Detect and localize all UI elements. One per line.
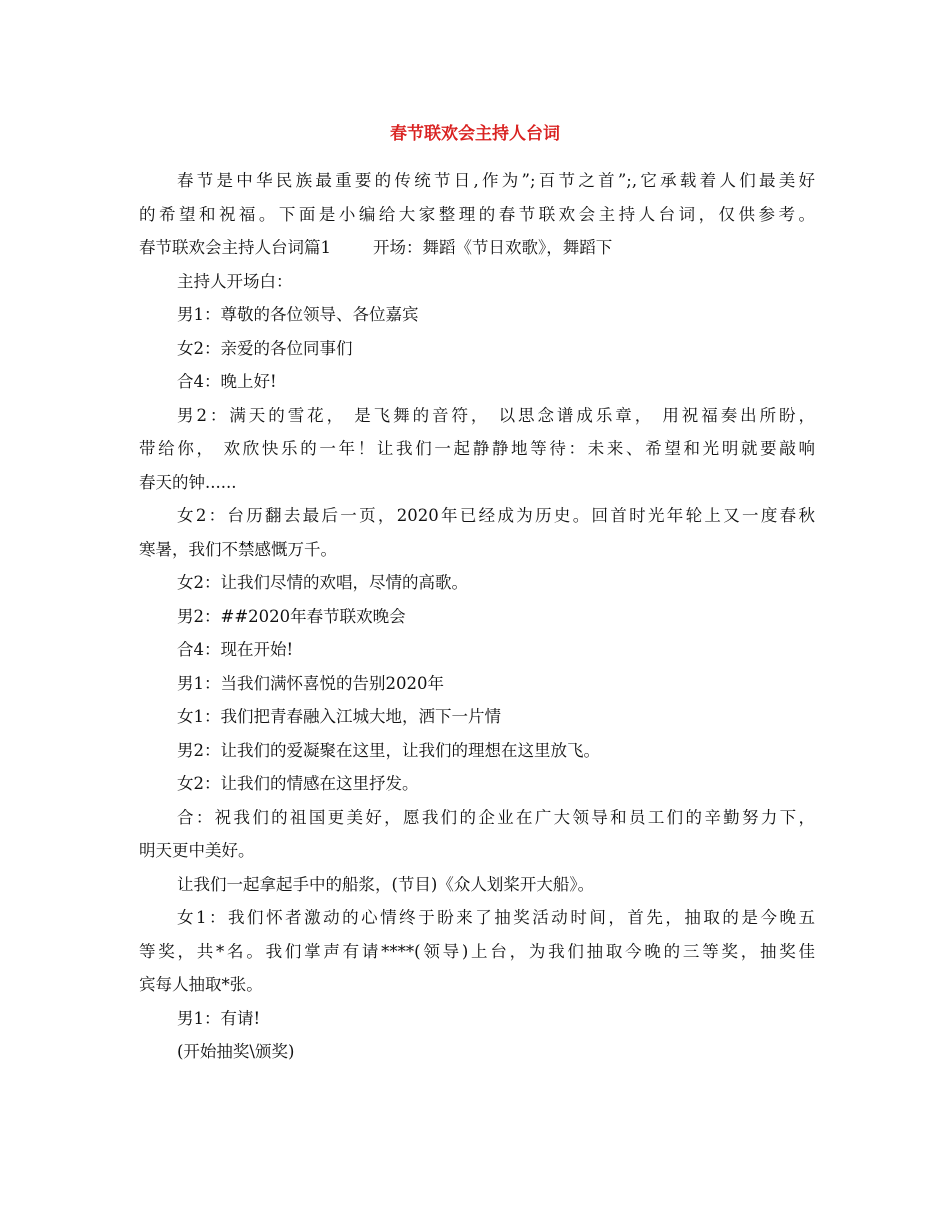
paragraph-line: 男1：有请! — [177, 1008, 261, 1028]
paragraph-line: 主持人开场白： — [177, 271, 293, 291]
paragraph-line: 女2：让我们的情感在这里抒发。 — [177, 774, 419, 793]
document-title: 春节联欢会主持人台词 — [390, 124, 560, 144]
paragraph-line: 男2：让我们的爱凝聚在这里，让我们的理想在这里放飞。 — [177, 740, 600, 760]
section-heading-line — [139, 231, 815, 265]
paragraph-line: 春天的钟...... — [139, 472, 237, 492]
paragraph-line: 男2：##2020年春节联欢晚会 — [177, 606, 406, 626]
paragraph-line: 女2：台历翻去最后一页，2020年已经成为历史。回首时光年轮上又一度春秋 — [177, 506, 815, 525]
paragraph-line: 合4：晚上好! — [177, 372, 277, 391]
paragraph-line: 女2：亲爱的各位同事们 — [177, 338, 353, 358]
opening-program: 开场：舞蹈《节日欢歌》，舞蹈下 — [373, 238, 613, 257]
paragraph-line: 让我们一起拿起手中的船浆，(节目)《众人划桨开大船》。 — [177, 874, 595, 894]
paragraph-line: 男1：当我们满怀喜悦的告别2020年 — [177, 673, 444, 693]
paragraph-line: 带给你， 欢欣快乐的一年！让我们一起静静地等待：未来、希望和光明就要敲响 — [139, 439, 815, 458]
paragraph-line: (开始抽奖\颁奖) — [177, 1042, 295, 1061]
document-body — [139, 164, 815, 1069]
paragraph-line: 男2：满天的雪花， 是飞舞的音符， 以思念谱成乐章， 用祝福奏出所盼， — [177, 405, 815, 425]
paragraph-line: 女1：我们把青春融入江城大地，洒下一片情 — [177, 707, 501, 726]
paragraph-line: 春节是中华民族最重要的传统节日,作为”;百节之首”;,它承载着人们最美好 — [177, 171, 815, 190]
paragraph-line: 的希望和祝福。下面是小编给大家整理的春节联欢会主持人台词，仅供参考。 — [139, 204, 815, 224]
paragraph-line: 男1：尊敬的各位领导、各位嘉宾 — [177, 305, 419, 324]
paragraph-line: 合4：现在开始! — [177, 640, 294, 659]
paragraph-line: 寒暑，我们不禁感慨万千。 — [139, 539, 337, 559]
paragraph-line: 等奖，共*名。我们掌声有请****(领导)上台，为我们抽取今晚的三等奖，抽奖佳 — [139, 941, 815, 961]
paragraph-line: 宾每人抽取*张。 — [139, 975, 263, 994]
section-heading: 春节联欢会主持人台词篇1 — [139, 238, 331, 257]
paragraph-line: 女1：我们怀者激动的心情终于盼来了抽奖活动时间，首先，抽取的是今晚五 — [177, 908, 815, 927]
paragraph-line: 明天更中美好。 — [139, 841, 255, 860]
paragraph-line: 女2：让我们尽情的欢唱，尽情的高歌。 — [177, 573, 468, 592]
paragraph-line: 合：祝我们的祖国更美好，愿我们的企业在广大领导和员工们的辛勤努力下， — [177, 807, 815, 827]
